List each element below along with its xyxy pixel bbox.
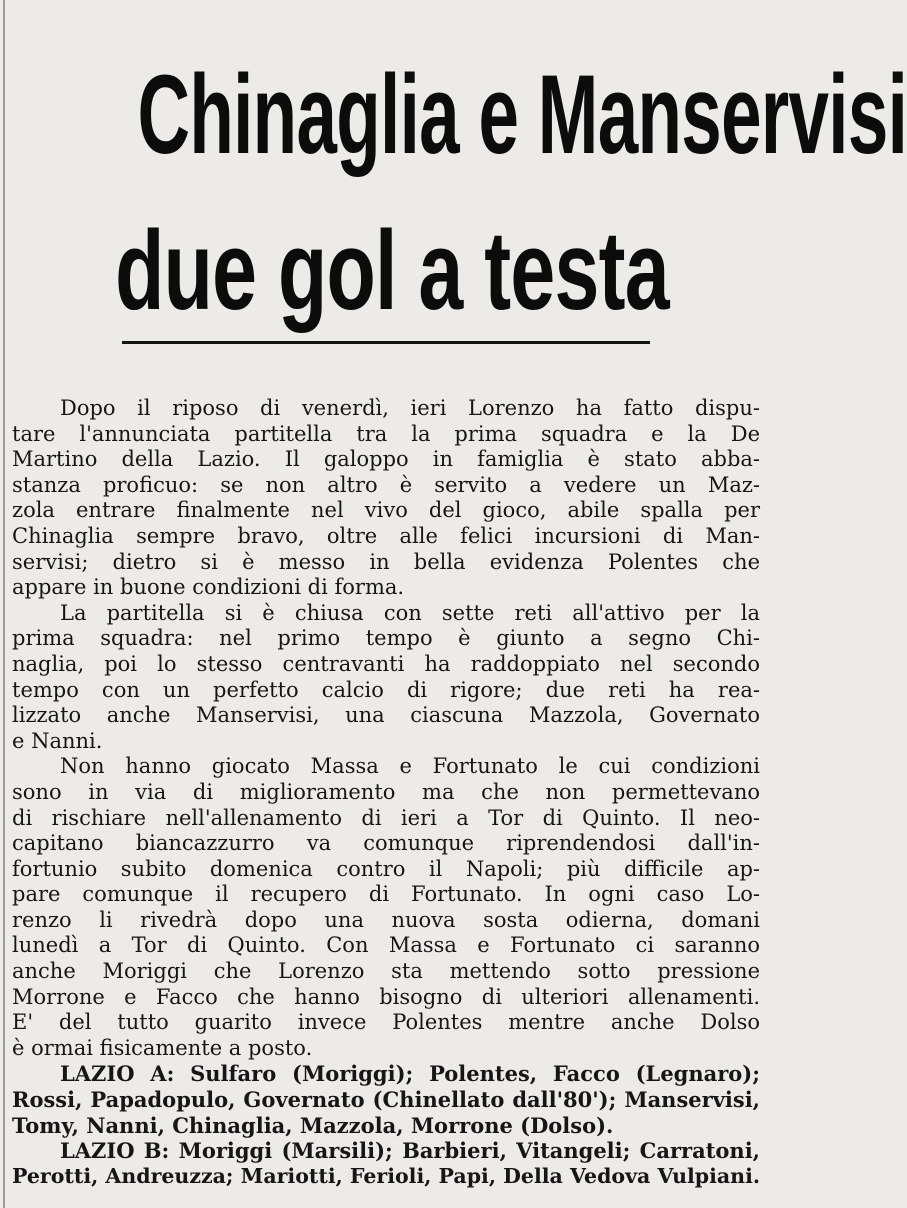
- article-line: tempo con un perfetto calcio di rigore; due reti ha rea-: [12, 677, 760, 702]
- article-line: anche Moriggi che Lorenzo sta mettendo sotto pressione: [12, 959, 760, 984]
- article-line: e Nanni.: [12, 728, 103, 753]
- article-line: servisi; dietro si è messo in bella evidenza Polentes che: [12, 549, 760, 574]
- article-body: [12, 396, 760, 1189]
- article-line: lizzato anche Manservisi, una ciascuna Mazzola, Governato: [12, 703, 760, 728]
- article-line: prima squadra: nel primo tempo è giunto a segno Chi-: [12, 626, 760, 651]
- article-line: renzo li rivedrà dopo una nuova sosta odierna, domani: [12, 907, 760, 932]
- article-line: La partitella si è chiusa con sette reti all'attivo per la: [60, 600, 760, 625]
- lineup-a-line: Rossi, Papadopulo, Governato (Chinellato dall'80'); Manservisi,: [12, 1087, 760, 1113]
- article-line: fortunio subito domenica contro il Napoli; più difficile ap-: [12, 856, 760, 881]
- article-line: stanza proficuo: se non altro è servito a vedere un Maz-: [12, 472, 760, 497]
- article-line: Martino della Lazio. Il galoppo in famiglia è stato abba-: [12, 447, 760, 472]
- article-line: E' del tutto guarito invece Polentes mentre anche Dolso: [12, 1010, 760, 1035]
- article-line: tare l'annunciata partitella tra la prima squadra e la De: [12, 421, 760, 446]
- article-line: zola entrare finalmente nel vivo del gioco, abile spalla per: [12, 498, 760, 523]
- article-line: di rischiare nell'allenamento di ieri a Tor di Quinto. Il neo-: [12, 805, 760, 830]
- article-line: Morrone e Facco che hanno bisogno di ulteriori allenamenti.: [12, 984, 760, 1009]
- article-line: lunedì a Tor di Quinto. Con Massa e Fortunato ci saranno: [12, 933, 760, 958]
- lineup-a-line: Tomy, Nanni, Chinaglia, Mazzola, Morrone (Dolso).: [12, 1112, 614, 1138]
- article-line: capitano biancazzurro va comunque riprendendosi dall'in-: [12, 831, 760, 856]
- lineup-a-line: LAZIO A: Sulfaro (Moriggi); Polentes, Facco (Legnaro);: [60, 1061, 760, 1087]
- headline-rule: [122, 341, 650, 344]
- article-line: Non hanno giocato Massa e Fortunato le cui condizioni: [60, 754, 760, 779]
- lineup-b-line: Perotti, Andreuzza; Mariotti, Ferioli, Papi, Della Vedova Vulpiani.: [12, 1163, 760, 1188]
- lineup-b-line: LAZIO B: Moriggi (Marsili); Barbieri, Vitangeli; Carratoni,: [60, 1138, 760, 1164]
- article-line: Dopo il riposo di venerdì, ieri Lorenzo ha fatto dispu-: [60, 396, 760, 420]
- scan-edge-line: [3, 0, 5, 1208]
- article-line: è ormai fisicamente a posto.: [12, 1035, 313, 1060]
- article-line: naglia, poi lo stesso centravanti ha raddoppiato nel secondo: [12, 651, 760, 676]
- article-line: Chinaglia sempre bravo, oltre alle felici incursioni di Man-: [12, 523, 760, 548]
- article-line: pare comunque il recupero di Fortunato. In ogni caso Lo-: [12, 882, 760, 907]
- headline-line-2: due gol a testa: [115, 208, 669, 333]
- article-line: appare in buone condizioni di forma.: [12, 575, 405, 600]
- article-line: sono in via di miglioramento ma che non permettevano: [12, 779, 760, 804]
- headline-line-1: Chinaglia e Manservisi: [137, 52, 907, 177]
